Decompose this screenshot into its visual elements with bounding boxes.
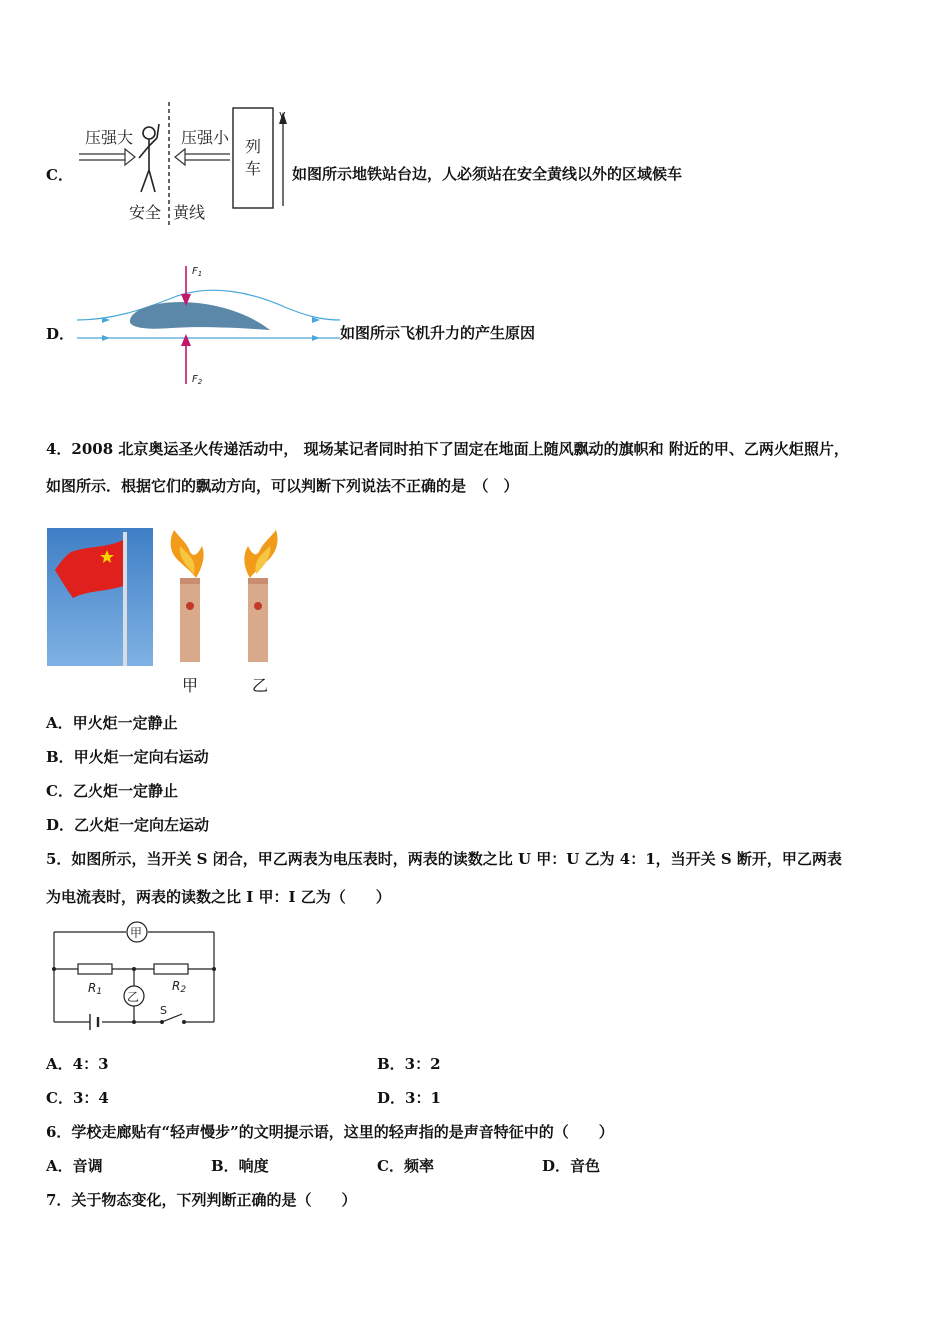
q6-option-a: A．音调 <box>46 1157 103 1175</box>
q5-option-b: B．3：2 <box>377 1055 441 1073</box>
safety-label: 安全 <box>129 203 162 222</box>
q6-option-d: D．音色 <box>542 1157 601 1175</box>
wing-shape <box>130 302 270 330</box>
force-f2-arrow <box>181 334 191 384</box>
q5-option-a: A．4：3 <box>46 1055 109 1073</box>
q6-line1: 6．学校走廊贴有“轻声慢步”的文明提示语，这里的轻声指的是声音特征中的（ ） <box>46 1123 614 1141</box>
meter-b-label: 乙 <box>127 990 140 1004</box>
torch-b-label: 乙 <box>252 676 269 695</box>
q4-line1: 4．2008 北京奥运圣火传递活动中， 现场某记者同时拍下了固定在地面上随风飘动的旗帜和 附近的甲、乙两火炬照片， <box>46 440 849 458</box>
q4-option-c: C．乙火炬一定静止 <box>46 782 178 800</box>
flag-photo <box>47 528 153 666</box>
option-c-label: C． <box>46 166 73 184</box>
torch-a-label: 甲 <box>182 676 199 695</box>
q5-line1: 5．如图所示，当开关 S 闭合，甲乙两表为电压表时，两表的读数之比 U 甲：U 乙为 4：1，当开关 S 断开，甲乙两表 <box>46 850 842 868</box>
high-pressure-label: 压强大 <box>85 128 134 147</box>
option-c-text: 如图所示地铁站台边，人必须站在安全黄线以外的区域候车 <box>292 165 683 183</box>
battery <box>90 1014 98 1030</box>
option-d-text: 如图所示飞机升力的产生原因 <box>340 324 536 342</box>
force-f1-arrow <box>181 266 191 306</box>
train-label-bottom: 车 <box>245 159 262 178</box>
q5-option-d: D．3：1 <box>377 1089 441 1107</box>
yellow-line-label: 黄线 <box>173 203 206 222</box>
q5-option-c: C．3：4 <box>46 1089 109 1107</box>
high-pressure-arrow <box>79 149 135 165</box>
q5-line2: 为电流表时，两表的读数之比 I 甲：I 乙为（ ） <box>46 888 391 906</box>
person-figure <box>139 124 159 192</box>
torch-a-photo <box>162 528 212 668</box>
resistor-r2 <box>154 964 188 974</box>
resistor-r1 <box>78 964 112 974</box>
subway-safety-figure <box>75 100 290 230</box>
f2-label: $F_2$ <box>192 374 203 386</box>
low-pressure-label: 压强小 <box>181 128 230 147</box>
q7-line1: 7．关于物态变化，下列判断正确的是（ ） <box>46 1191 357 1209</box>
switch-label: S <box>160 1004 167 1017</box>
q6-option-b: B．响度 <box>211 1157 269 1175</box>
q4-option-b: B．甲火炬一定向右运动 <box>46 748 209 766</box>
q4-option-d: D．乙火炬一定向左运动 <box>46 816 210 834</box>
q4-line2: 如图所示．根据它们的飘动方向，可以判断下列说法不正确的是 （ ） <box>46 477 519 495</box>
velocity-arrow <box>279 112 287 206</box>
r1-label: R1 <box>88 981 103 997</box>
option-d-label: D． <box>46 325 75 343</box>
low-pressure-arrow <box>175 149 230 165</box>
q4-option-a: A．甲火炬一定静止 <box>46 714 178 732</box>
torch-b-photo <box>232 528 287 668</box>
f1-label: $F_1$ <box>192 266 203 278</box>
r2-label: R2 <box>172 979 187 995</box>
train-box <box>233 108 273 208</box>
flagpole <box>123 532 127 666</box>
q6-option-c: C．频率 <box>377 1157 434 1175</box>
circuit-diagram <box>48 918 223 1036</box>
airfoil-lift-figure <box>72 258 342 390</box>
velocity-label: v <box>279 108 286 121</box>
train-label-top: 列 <box>245 137 262 156</box>
meter-a-label: 甲 <box>130 926 143 940</box>
